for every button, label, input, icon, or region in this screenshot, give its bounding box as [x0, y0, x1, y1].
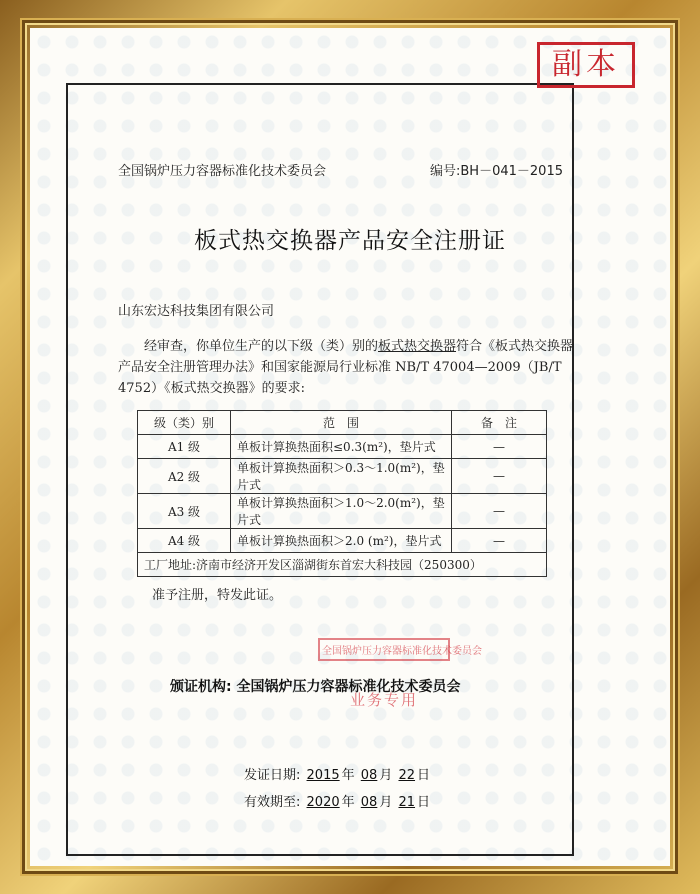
header-range: 范 围	[231, 411, 452, 435]
issue-month-unit: 月	[379, 768, 393, 783]
address-label: 工厂地址:	[144, 558, 197, 572]
copy-stamp: 副本	[537, 42, 635, 88]
range-cell: 单板计算换热面积＞1.0～2.0(m²)，垫片式	[231, 494, 452, 529]
table-row	[138, 529, 547, 553]
address-value: 济南市经济开发区淄湖街东首宏大科技园（250300）	[196, 558, 482, 572]
seal-top-text: 全国锅炉压力容器标准化技术委员会	[318, 638, 450, 661]
issue-day: 22	[398, 768, 416, 783]
header-note: 备 注	[452, 411, 547, 435]
number-value: BH－041－2015	[460, 164, 563, 179]
table-row	[138, 435, 547, 459]
seal-bottom-text: 业务专用	[349, 691, 418, 709]
issuer-name: 全国锅炉压力容器标准化技术委员会	[236, 679, 461, 695]
note-cell: —	[452, 459, 547, 494]
number-label: 编号:	[430, 164, 461, 179]
issue-month: 08	[360, 768, 378, 783]
address-row	[138, 553, 547, 577]
expiry-date	[244, 791, 430, 810]
grade-cell: A1 级	[138, 435, 231, 459]
expiry-year-unit: 年	[341, 795, 355, 810]
expiry-month: 08	[360, 795, 378, 810]
product-name: 板式热交换器	[378, 339, 457, 354]
range-cell: 单板计算换热面积＞0.3～1.0(m²)，垫片式	[231, 459, 452, 494]
issue-date-label: 发证日期:	[244, 768, 301, 783]
issue-year-unit: 年	[341, 768, 355, 783]
note-cell: —	[452, 435, 547, 459]
range-cell: 单板计算换热面积＞2.0 (m²)，垫片式	[231, 529, 452, 553]
statement-part-1: 经审查，你单位生产的以下级（类）别的	[144, 339, 379, 354]
expiry-day-unit: 日	[417, 795, 431, 810]
committee-header: 全国锅炉压力容器标准化技术委员会	[118, 164, 327, 179]
statement-part-2: 符合《板式热交换器产品安全注册管理办法》和国家能源局行业标准 NB/T 47004—2009（JB/T 4752）《板式热交换器》的要求:	[118, 339, 574, 396]
grade-cell: A3 级	[138, 494, 231, 529]
expiry-date-label: 有效期至:	[244, 795, 301, 810]
certificate-title: 板式热交换器产品安全注册证	[194, 228, 506, 254]
review-statement	[118, 336, 578, 399]
table-row	[138, 459, 547, 494]
issuing-authority	[170, 676, 460, 696]
grade-cell: A2 级	[138, 459, 231, 494]
note-cell: —	[452, 494, 547, 529]
table-header-row	[138, 411, 547, 435]
grade-cell: A4 级	[138, 529, 231, 553]
expiry-day: 21	[398, 795, 416, 810]
table-row	[138, 494, 547, 529]
expiry-month-unit: 月	[379, 795, 393, 810]
issue-date	[244, 764, 430, 783]
company-name: 山东宏达科技集团有限公司	[118, 304, 275, 319]
expiry-year: 2020	[306, 795, 340, 810]
header-grade: 级（类）别	[138, 411, 231, 435]
range-cell: 单板计算换热面积≤0.3(m²)，垫片式	[231, 435, 452, 459]
address-cell	[138, 553, 547, 577]
issue-year: 2015	[306, 768, 340, 783]
certificate-number	[430, 160, 563, 179]
approval-text: 准予注册，特发此证。	[152, 588, 283, 603]
issue-day-unit: 日	[417, 768, 431, 783]
note-cell: —	[452, 529, 547, 553]
scope-table	[137, 410, 547, 577]
issuer-label: 颁证机构:	[170, 679, 232, 695]
